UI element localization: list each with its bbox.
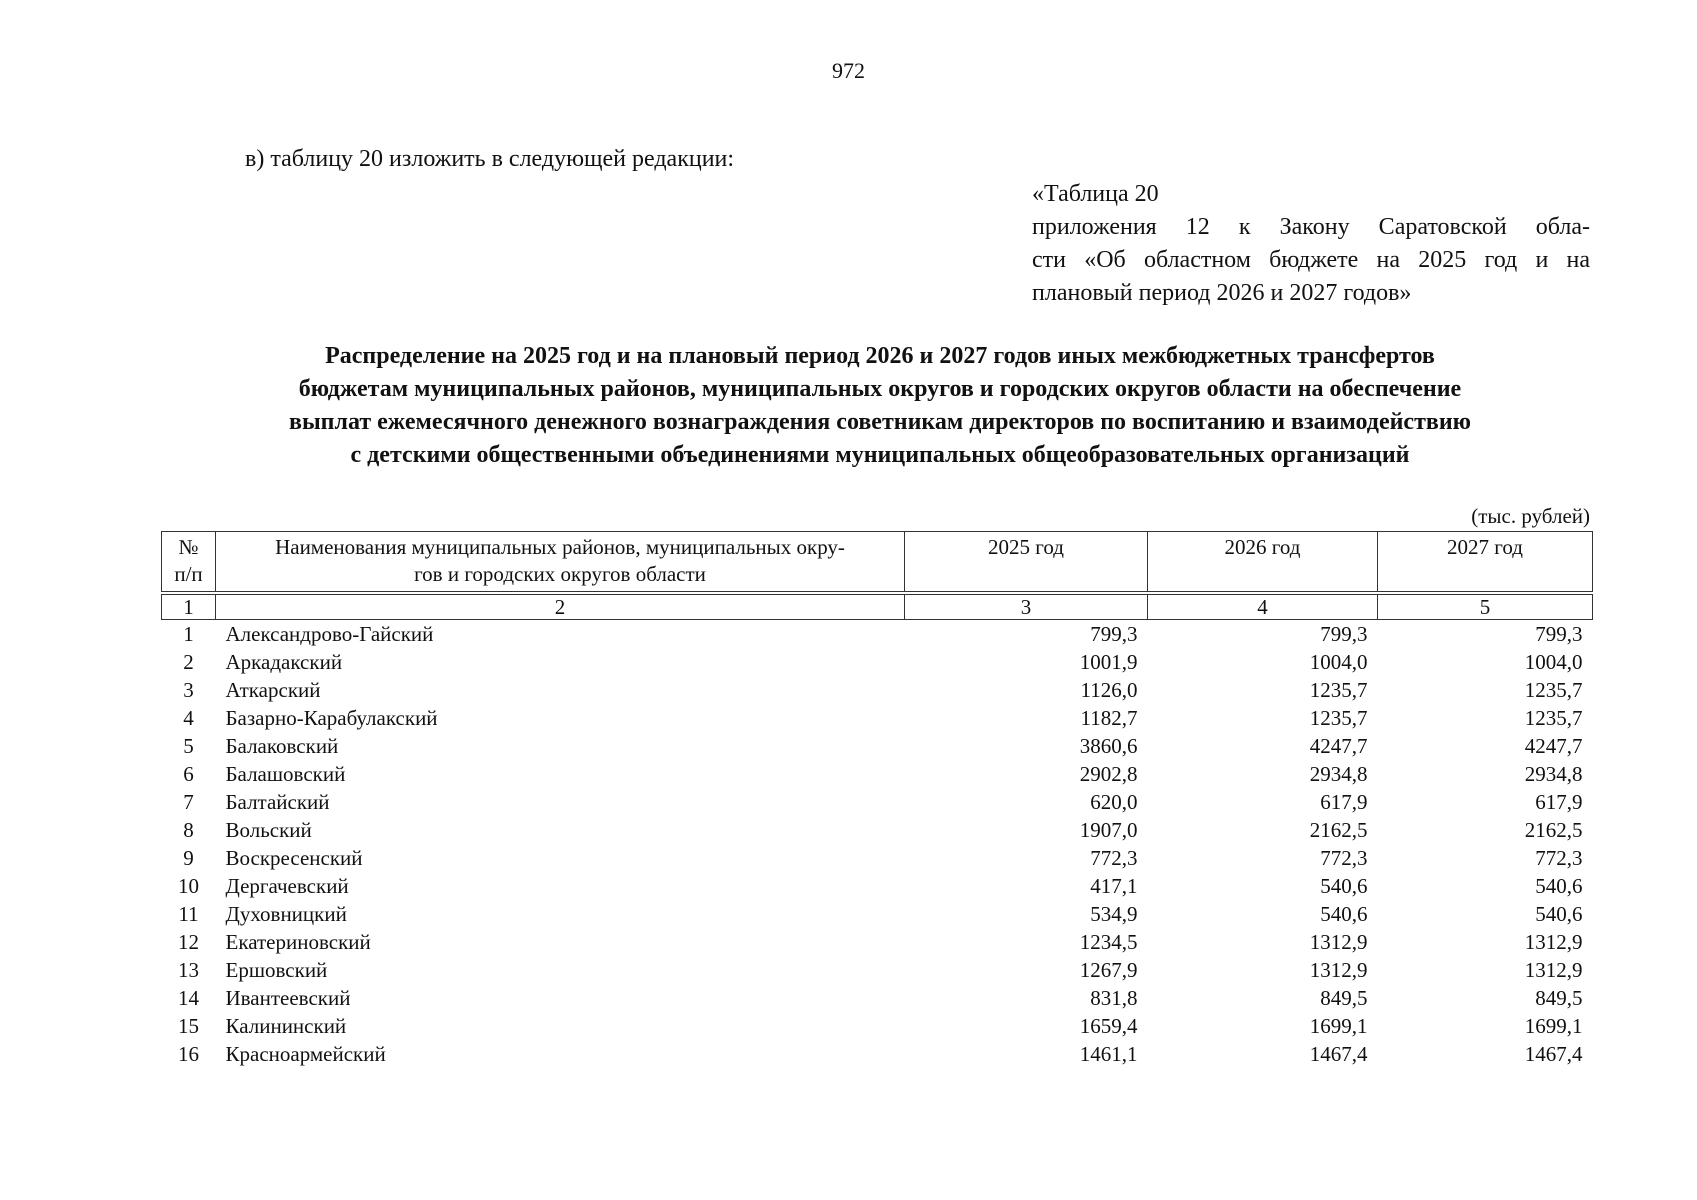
- value-2025: 1126,0: [1080, 678, 1138, 702]
- value-2025: 417,1: [1090, 874, 1138, 898]
- value-2025: 620,0: [1090, 790, 1138, 814]
- row-number: 7: [183, 790, 194, 814]
- column-number: 4: [1148, 593, 1378, 620]
- value-2027: 2162,5: [1524, 818, 1583, 842]
- value-2025: 1659,4: [1079, 1014, 1138, 1038]
- value-2026: 1312,9: [1309, 958, 1368, 982]
- value-2027: 1235,7: [1524, 706, 1583, 730]
- column-numbering-row: [162, 593, 1593, 620]
- row-number: 13: [178, 958, 199, 982]
- value-2025: 1182,7: [1080, 706, 1138, 730]
- value-2027: 1235,7: [1524, 678, 1583, 702]
- value-2025: 1461,1: [1079, 1042, 1138, 1066]
- table-reference: [1032, 178, 1590, 310]
- value-2027: 772,3: [1535, 846, 1583, 870]
- value-2025: 1234,5: [1079, 930, 1138, 954]
- row-number: 1: [183, 622, 194, 646]
- value-2027: 2934,8: [1524, 762, 1583, 786]
- value-2025: 1907,0: [1079, 818, 1138, 842]
- value-2026: 540,6: [1320, 902, 1368, 926]
- row-number: 3: [183, 678, 194, 702]
- column-number: 3: [905, 593, 1148, 620]
- municipality-name: Ершовский: [225, 958, 328, 982]
- transfers-table: [161, 531, 1593, 1068]
- value-2025: 2902,8: [1079, 762, 1138, 786]
- value-2026: 1004,0: [1309, 650, 1368, 674]
- municipality-name: Духовницкий: [225, 902, 347, 926]
- header-name-line1: Наименования муниципальных районов, муниципальных окру-: [275, 535, 845, 559]
- row-number: 10: [178, 874, 199, 898]
- value-2027: 1312,9: [1524, 958, 1583, 982]
- title-line: выплат ежемесячного денежного вознаграждения советникам директоров по воспитанию и взаимодействию: [288, 409, 1471, 435]
- table-row: [162, 956, 1593, 984]
- municipality-name: Балаковский: [225, 734, 339, 758]
- value-2025: 534,9: [1090, 902, 1138, 926]
- column-number: 2: [216, 593, 905, 620]
- value-2025: 799,3: [1090, 622, 1138, 646]
- table-row: [162, 732, 1593, 760]
- header-name: [216, 532, 905, 594]
- municipality-name: Воскресенский: [225, 846, 363, 870]
- column-number: 5: [1378, 593, 1593, 620]
- value-2026: 1312,9: [1309, 930, 1368, 954]
- value-2026: 1699,1: [1309, 1014, 1368, 1038]
- table-reference-line: сти «Об областном бюджете на 2025 год и на: [1032, 247, 1590, 273]
- table-row: [162, 676, 1593, 704]
- value-2025: 1001,9: [1079, 650, 1138, 674]
- row-number: 12: [178, 930, 199, 954]
- row-number: 15: [178, 1014, 199, 1038]
- value-2027: 1467,4: [1524, 1042, 1583, 1066]
- table-row: [162, 648, 1593, 676]
- table-row: [162, 816, 1593, 844]
- value-2026: 617,9: [1320, 790, 1368, 814]
- municipality-name: Дергачевский: [225, 874, 349, 898]
- row-number: 6: [183, 762, 194, 786]
- intro-text: в) таблицу 20 изложить в следующей редакции:: [245, 146, 735, 172]
- header-year-2027: 2027 год: [1378, 532, 1593, 594]
- value-2026: 799,3: [1320, 622, 1368, 646]
- page-number: 972: [832, 58, 865, 83]
- table-row: [162, 760, 1593, 788]
- municipality-name: Ивантеевский: [225, 986, 351, 1010]
- value-2025: 772,3: [1090, 846, 1138, 870]
- title-line: с детскими общественными объединениями муниципальных общеобразовательных организаций: [350, 442, 1410, 468]
- units-label: (тыс. рублей): [1471, 504, 1590, 528]
- table-row: [162, 984, 1593, 1012]
- table-body: [162, 620, 1593, 1069]
- value-2026: 849,5: [1320, 986, 1368, 1010]
- value-2025: 3860,6: [1079, 734, 1138, 758]
- row-number: 2: [183, 650, 194, 674]
- header-number: [162, 532, 216, 594]
- value-2025: 1267,9: [1079, 958, 1138, 982]
- municipality-name: Екатериновский: [225, 930, 371, 954]
- title-line: Распределение на 2025 год и на плановый период 2026 и 2027 годов иных межбюджетных трансфертов: [325, 343, 1435, 369]
- table-row: [162, 928, 1593, 956]
- row-number: 8: [183, 818, 194, 842]
- table-reference-line: приложения 12 к Закону Саратовской обла-: [1032, 214, 1590, 240]
- row-number: 4: [183, 706, 194, 730]
- value-2027: 540,6: [1535, 874, 1583, 898]
- table-header-row: [162, 532, 1593, 594]
- table-row: [162, 1012, 1593, 1040]
- row-number: 9: [183, 846, 194, 870]
- value-2025: 831,8: [1090, 986, 1138, 1010]
- title-line: бюджетам муниципальных районов, муниципальных округов и городских округов области на обеспечение: [298, 376, 1462, 402]
- municipality-name: Калининский: [225, 1014, 347, 1038]
- value-2027: 1004,0: [1524, 650, 1583, 674]
- table-row: [162, 872, 1593, 900]
- row-number: 14: [178, 986, 199, 1010]
- table-row: [162, 900, 1593, 928]
- header-name-line2: гов и городских округов области: [414, 562, 706, 586]
- municipality-name: Базарно-Карабулакский: [225, 706, 438, 730]
- value-2026: 2162,5: [1309, 818, 1368, 842]
- value-2027: 1312,9: [1524, 930, 1583, 954]
- value-2026: 1235,7: [1309, 678, 1368, 702]
- value-2026: 772,3: [1320, 846, 1368, 870]
- value-2027: 799,3: [1535, 622, 1583, 646]
- value-2027: 617,9: [1535, 790, 1583, 814]
- municipality-name: Аркадакский: [225, 650, 343, 674]
- table-row: [162, 788, 1593, 816]
- row-number: 16: [178, 1042, 199, 1066]
- row-number: 11: [178, 902, 199, 926]
- table-row: [162, 620, 1593, 649]
- value-2027: 4247,7: [1524, 734, 1583, 758]
- value-2026: 4247,7: [1309, 734, 1368, 758]
- document-title: [150, 340, 1610, 472]
- table-reference-line: плановый период 2026 и 2027 годов»: [1032, 280, 1412, 306]
- value-2027: 1699,1: [1524, 1014, 1583, 1038]
- municipality-name: Аткарский: [225, 678, 321, 702]
- header-year-2026: 2026 год: [1148, 532, 1378, 594]
- table-reference-line: «Таблица 20: [1032, 181, 1159, 207]
- header-number-line1: №: [178, 535, 199, 559]
- value-2026: 540,6: [1320, 874, 1368, 898]
- column-number: 1: [162, 593, 216, 620]
- value-2027: 849,5: [1535, 986, 1583, 1010]
- header-year-2025: 2025 год: [905, 532, 1148, 594]
- value-2026: 1235,7: [1309, 706, 1368, 730]
- header-number-line2: п/п: [174, 562, 203, 586]
- row-number: 5: [183, 734, 194, 758]
- table-row: [162, 704, 1593, 732]
- value-2027: 540,6: [1535, 902, 1583, 926]
- table-row: [162, 844, 1593, 872]
- municipality-name: Балтайский: [225, 790, 330, 814]
- municipality-name: Балашовский: [225, 762, 346, 786]
- value-2026: 1467,4: [1309, 1042, 1368, 1066]
- value-2026: 2934,8: [1309, 762, 1368, 786]
- municipality-name: Александрово-Гайский: [225, 622, 434, 646]
- table-row: [162, 1040, 1593, 1068]
- municipality-name: Красноармейский: [225, 1042, 386, 1066]
- municipality-name: Вольский: [225, 818, 312, 842]
